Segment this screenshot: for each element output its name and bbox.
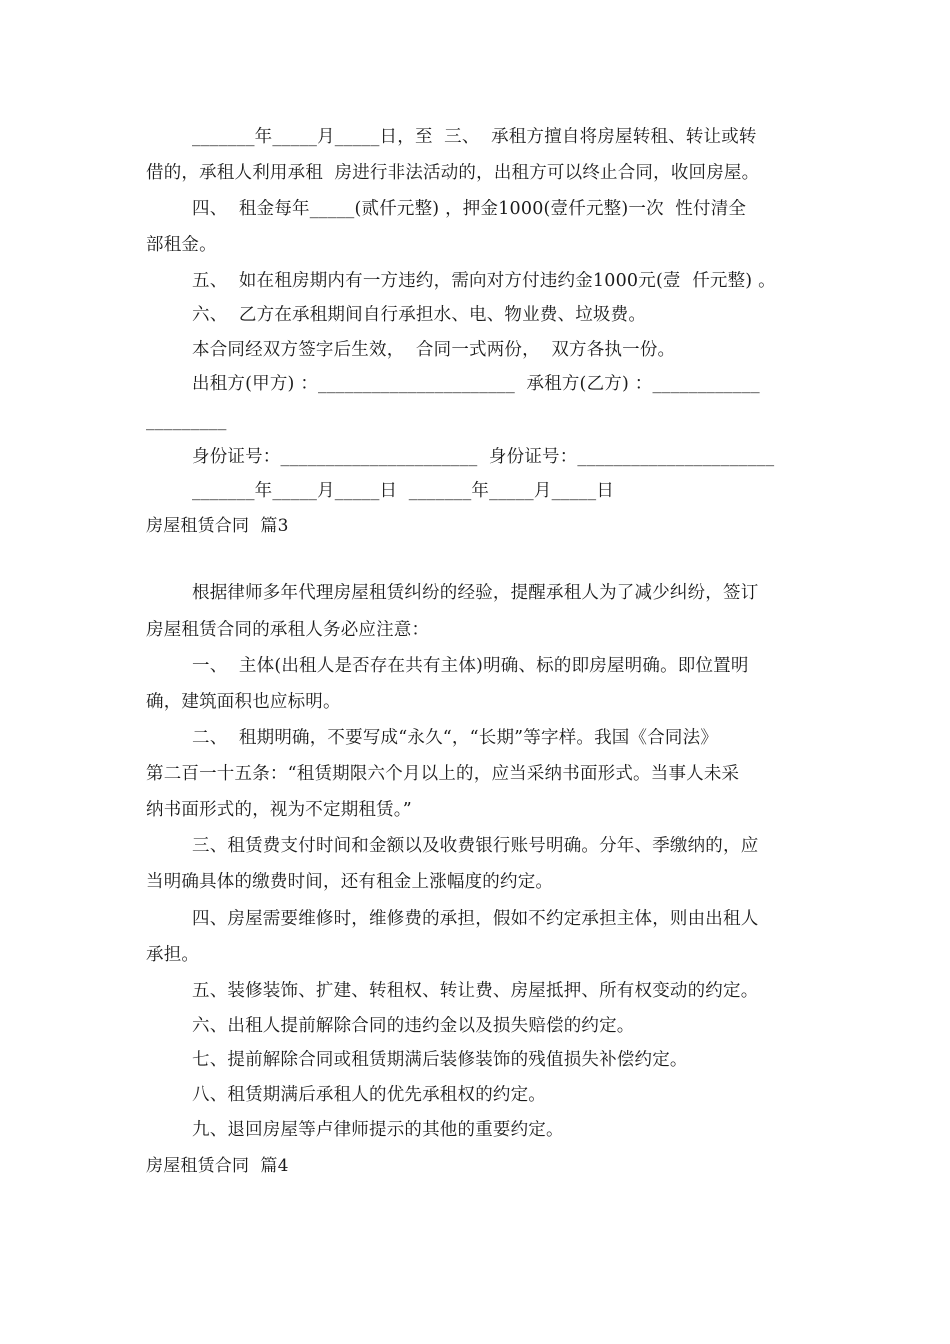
text-line: 五、装修装饰、扩建、转租权、转让费、房屋抵押、所有权变动的约定。 <box>192 981 759 1001</box>
text-line: 承担。 <box>146 945 200 965</box>
signature-line-landlord-tenant: 出租方(甲方) ：______________________ 承租方(乙方) ：____________ <box>192 374 760 394</box>
text-line: 六、 乙方在承租期间自行承担水、电、物业费、垃圾费。 <box>192 305 647 325</box>
text-line: 当明确具体的缴费时间，还有租金上涨幅度的约定。 <box>146 872 554 892</box>
section-heading: 房屋租赁合同 篇3 <box>146 516 289 536</box>
text-line: 确，建筑面积也应标明。 <box>146 692 341 712</box>
text-line: 八、租赁期满后承租人的优先承租权的约定。 <box>192 1085 546 1105</box>
text-line: _________ <box>146 411 227 431</box>
section-heading: 房屋租赁合同 篇4 <box>146 1156 289 1176</box>
text-line: _______年_____月_____日，至 三、 承租方擅自将房屋转租、转让或转 <box>192 127 757 147</box>
text-line: 一、 主体(出租人是否存在共有主体)明确、标的即房屋明确。即位置明 <box>192 656 749 676</box>
text-line: 三、租赁费支付时间和金额以及收费银行账号明确。分年、季缴纳的，应 <box>192 836 759 856</box>
text-line: 部租金。 <box>146 235 217 255</box>
text-line: 七、提前解除合同或租赁期满后装修装饰的残值损失补偿约定。 <box>192 1050 688 1070</box>
text-line: 六、出租人提前解除合同的违约金以及损失赔偿的约定。 <box>192 1016 635 1036</box>
text-line: 九、退回房屋等卢律师提示的其他的重要约定。 <box>192 1120 564 1140</box>
text-line: 本合同经双方签字后生效， 合同一式两份， 双方各执一份。 <box>192 340 676 360</box>
text-line: 第二百一十五条：“租赁期限六个月以上的，应当采纳书面形式。当事人未采 <box>146 764 740 784</box>
text-line: 四、 租金每年_____(贰仟元整) ，押金1000(壹仟元整)一次 性付清全 <box>192 199 747 219</box>
text-line: 五、 如在租房期内有一方违约，需向对方付违约金1000元(壹 仟元整) 。 <box>192 271 776 291</box>
date-line: _______年_____月_____日 _______年_____月_____日 <box>192 481 615 501</box>
text-line: 二、 租期明确，不要写成“永久“，“长期”等字样。我国《合同法》 <box>192 728 719 748</box>
text-line: 根据律师多年代理房屋租赁纠纷的经验，提醒承租人为了减少纠纷，签订 <box>192 583 759 603</box>
text-line: 四、房屋需要维修时，维修费的承担，假如不约定承担主体，则由出租人 <box>192 909 759 929</box>
text-line: 房屋租赁合同的承租人务必应注意： <box>146 620 430 640</box>
text-line: 借的，承租人利用承租 房进行非法活动的，出租方可以终止合同，收回房屋。 <box>146 163 760 183</box>
text-line: 纳书面形式的，视为不定期租赁。” <box>146 800 412 820</box>
id-number-line: 身份证号：______________________ 身份证号：______________________ <box>192 447 775 467</box>
